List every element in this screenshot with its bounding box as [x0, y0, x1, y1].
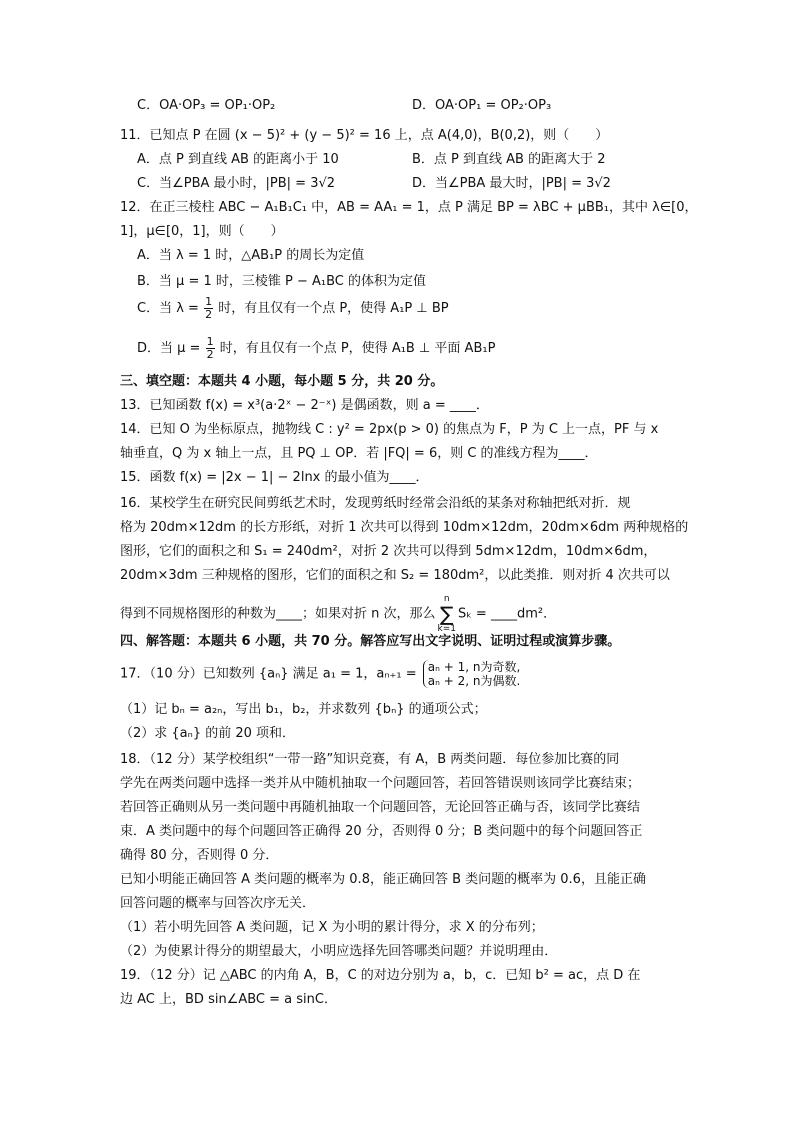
section-3-heading: 三、填空题：本题共 4 小题，每小题 5 分，共 20 分。 — [120, 374, 444, 389]
q16-line4: 20dm×3dm 三种规格的图形，它们的面积之和 S₂ = 180dm²，以此类推．则对折 4 次共可以 — [120, 568, 670, 583]
q12-option-a: A．当 λ = 1 时，△AB₁P 的周长为定值 — [137, 248, 365, 263]
q10-option-c: C．OA·OP₃ = OP₁·OP₂ — [137, 98, 276, 113]
q12-option-b: B．当 μ = 1 时，三棱锥 P − A₁BC 的体积为定值 — [137, 274, 427, 289]
q19-line2: 边 AC 上，BD sin∠ABC = a sinC． — [120, 992, 337, 1007]
q18-part1: （1）若小明先回答 A 类问题，记 X 为小明的累计得分，求 X 的分布列； — [120, 920, 544, 935]
q11-option-d: D．当∠PBA 最大时，|PB| = 3√2 — [412, 176, 611, 191]
piecewise-brace: aₙ + 1, n为奇数, aₙ + 2, n为偶数. — [423, 660, 521, 688]
q18-line6: 已知小明能正确回答 A 类问题的概率为 0.8，能正确回答 B 类问题的概率为 0.6，且能正确 — [120, 872, 646, 887]
q12-option-d: D．当 μ = $\frac{1}{2}$ 时，有且仅有一个点 P，使得 A₁B ⊥ 平面 AB₁P — [137, 335, 496, 361]
q14-line1: 14．已知 O 为坐标原点，抛物线 C : y² = 2px(p > 0) 的焦点为 F，P 为 C 上一点，PF 与 x — [120, 422, 659, 437]
q11-option-a: A．点 P 到直线 AB 的距离小于 10 — [137, 152, 339, 167]
q18-line4: 束．A 类问题中的每个问题回答正确得 20 分，否则得 0 分；B 类问题中的每个问题回答正 — [120, 824, 643, 839]
q11-stem: 11．已知点 P 在圆 (x − 5)² + (y − 5)² = 16 上，点 A(4,0)，B(0,2)，则（ ） — [120, 128, 609, 143]
q17-part1: （1）记 bₙ = a₂ₙ，写出 b₁，b₂，并求数列 {bₙ} 的通项公式； — [120, 702, 487, 717]
summation-symbol: n ∑ k=1 — [437, 594, 456, 634]
q18-line2: 学先在两类问题中选择一类并从中随机抽取一个问题回答，若回答错误则该同学比赛结束； — [120, 776, 641, 791]
q18-line5: 确得 80 分，否则得 0 分． — [120, 848, 279, 863]
q17-stem: 17．（10 分）已知数列 {aₙ} 满足 a₁ = 1，aₙ₊₁ = aₙ + 1, n为奇数, aₙ + 2, n为偶数. — [120, 660, 521, 688]
q16-line1: 16．某校学生在研究民间剪纸艺术时，发现剪纸时经常会沿纸的某条对称轴把纸对折．规 — [120, 496, 631, 511]
q13: 13．已知函数 f(x) = x³(a·2ˣ − 2⁻ˣ) 是偶函数，则 a = ____． — [120, 398, 489, 413]
q16-line5: 得到不同规格图形的种数为____；如果对折 n 次，那么n ∑ k=1Sₖ = ____dm²． — [120, 594, 557, 634]
q14-line2: 轴垂直，Q 为 x 轴上一点，且 PQ ⊥ OP．若 |FQ| = 6，则 C 的准线方程为____． — [120, 446, 598, 461]
q10-option-d: D．OA·OP₁ = OP₂·OP₃ — [412, 98, 552, 113]
q12-stem-line2: 1]，μ∈[0，1]，则（ ） — [120, 224, 284, 239]
q12-stem-line1: 12．在正三棱柱 ABC − A₁B₁C₁ 中，AB = AA₁ = 1，点 P 满足 BP = λBC + μBB₁，其中 λ∈[0， — [120, 200, 698, 215]
q16-line2: 格为 20dm×12dm 的长方形纸，对折 1 次共可以得到 10dm×12dm，20dm×6dm 两种规格的 — [120, 520, 689, 535]
q18-part2: （2）为使累计得分的期望最大，小明应选择先回答哪类问题？并说明理由． — [120, 944, 558, 959]
q19-line1: 19．（12 分）记 △ABC 的内角 A，B，C 的对边分别为 a，b，c．已知 b² = ac，点 D 在 — [120, 968, 641, 983]
q18-line1: 18．（12 分）某学校组织“一带一路”知识竞赛，有 A，B 两类问题．每位参加比赛的同 — [120, 752, 620, 767]
q11-option-b: B．点 P 到直线 AB 的距离大于 2 — [412, 152, 606, 167]
q18-line3: 若回答正确则从另一类问题中再随机抽取一个问题回答，无论回答正确与否，该同学比赛结 — [120, 800, 641, 815]
q15: 15．函数 f(x) = |2x − 1| − 2lnx 的最小值为____． — [120, 470, 429, 485]
q12-option-c: C．当 λ = $\frac{1}{2}$ 时，有且仅有一个点 P，使得 A₁P ⊥ BP — [137, 295, 449, 321]
q11-option-c: C．当∠PBA 最小时，|PB| = 3√2 — [137, 176, 336, 191]
section-4-heading: 四、解答题：本题共 6 小题，共 70 分。解答应写出文字说明、证明过程或演算步骤。 — [120, 634, 621, 649]
q18-line7: 回答问题的概率与回答次序无关． — [120, 896, 316, 911]
q17-part2: （2）求 {aₙ} 的前 20 项和． — [120, 726, 296, 741]
q16-line3: 图形，它们的面积之和 S₁ = 240dm²，对折 2 次共可以得到 5dm×12dm，10dm×6dm， — [120, 544, 657, 559]
